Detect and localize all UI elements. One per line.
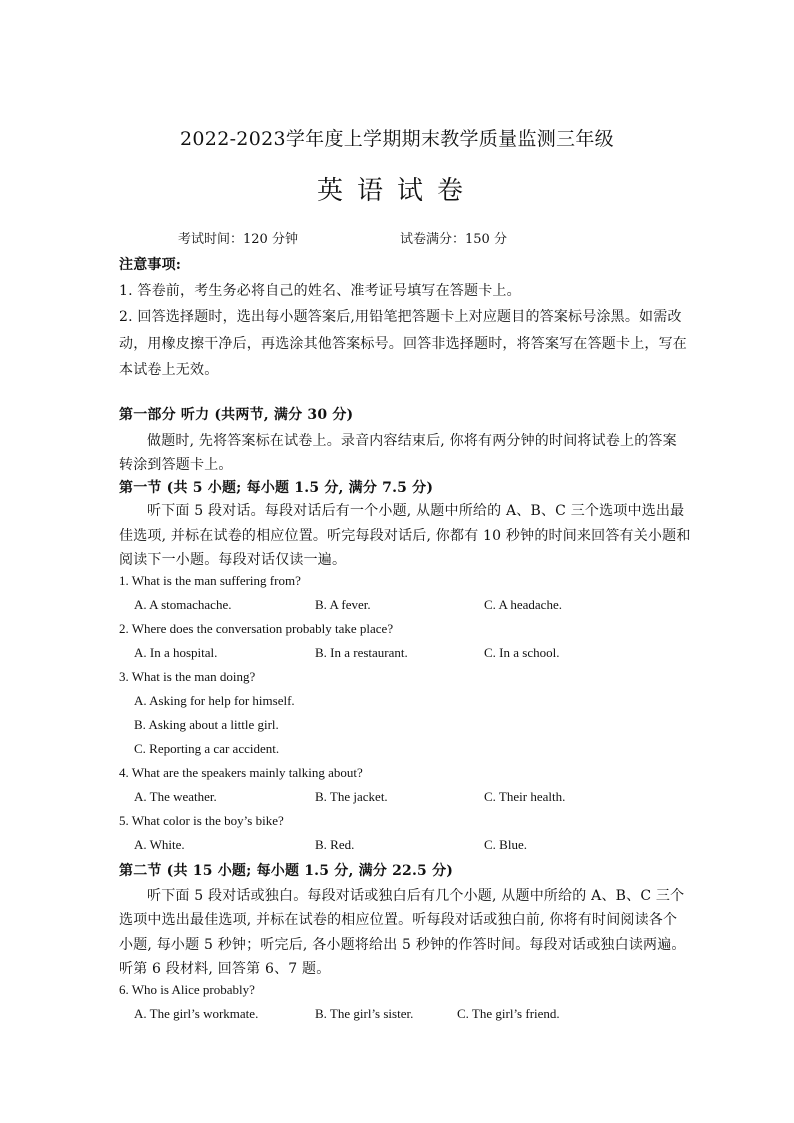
option-b: B. Red. [315,837,355,852]
part1-intro-line1: 做题时, 先将答案标在试卷上。录音内容结束后, 你将有两分钟的时间将试卷上的答案 [147,433,677,449]
option-a: A. White. [134,837,185,852]
option-a: A. Asking for help for himself. [134,693,295,708]
option-c: C. Reporting a car accident. [134,741,280,756]
part1-intro-line2: 转涂到答题卡上。 [119,457,233,473]
question-stem: 5. What color is the boy’s bike? [119,813,284,828]
option-b: B. The girl’s sister. [315,1006,414,1021]
option-c: C. The girl’s friend. [457,1006,560,1021]
option-b: B. In a restaurant. [315,645,408,660]
section2-intro-line2: 选项中选出最佳选项, 并标在试卷的相应位置。听每段对话或独白前, 你将有时间阅读各个 [119,912,678,928]
question-stem: 1. What is the man suffering from? [119,573,301,588]
notes-item-1: 1. 答卷前，考生务必将自己的姓名、准考证号填写在答题卡上。 [119,283,521,299]
notes-item-2-line2: 动，用橡皮擦干净后，再选涂其他答案标号。回答非选择题时，将答案写在答题卡上，写在 [119,336,687,352]
section2-intro-line4: 听第 6 段材料, 回答第 6、7 题。 [119,961,331,977]
option-c: C. In a school. [484,645,560,660]
option-c: C. A headache. [484,597,562,612]
option-a: A. The girl’s workmate. [134,1006,259,1021]
option-b: B. Asking about a little girl. [134,717,279,732]
notes-item-2-line1: 2. 回答选择题时，选出每小题答案后,用铅笔把答题卡上对应题目的答案标号涂黑。如需改 [119,309,682,325]
part1-heading: 第一部分 听力 (共两节, 满分 30 分) [119,407,354,423]
section2-heading: 第二节 (共 15 小题; 每小题 1.5 分, 满分 22.5 分) [119,863,454,879]
notes-item-2-line3: 本试卷上无效。 [119,362,219,378]
exam-subject: 英语试卷 [316,176,477,206]
option-c: C. Their health. [484,789,566,804]
option-b: B. A fever. [315,597,371,612]
full-score: 试卷满分：150 分 [400,232,507,247]
question-stem: 2. Where does the conversation probably take place? [119,621,394,636]
question-stem: 4. What are the speakers mainly talking about? [119,765,363,780]
section1-heading: 第一节 (共 5 小题; 每小题 1.5 分, 满分 7.5 分) [119,480,434,496]
question-stem: 3. What is the man doing? [119,669,256,684]
section2-intro-line3: 小题, 每小题 5 秒钟；听完后, 各小题将给出 5 秒钟的作答时间。每段对话或独白读两遍。 [119,937,686,953]
section1-intro-line3: 阅读下一小题。每段对话仅读一遍。 [119,552,347,568]
question-stem: 6. Who is Alice probably? [119,982,255,997]
option-a: A. The weather. [134,789,217,804]
section2-intro-line1: 听下面 5 段对话或独白。每段对话或独白后有几个小题, 从题中所给的 A、B、C 三个 [147,888,685,904]
option-b: B. The jacket. [315,789,388,804]
notes-heading: 注意事项: [119,257,182,273]
section1-intro-line2: 佳选项, 并标在试卷的相应位置。听完每段对话后, 你都有 10 秒钟的时间来回答有关小题和 [119,528,691,544]
section1-intro-line1: 听下面 5 段对话。每段对话后有一个小题, 从题中所给的 A、B、C 三个选项中选出最 [147,503,685,519]
option-a: A. A stomachache. [134,597,232,612]
exam-time: 考试时间：120 分钟 [178,232,298,247]
exam-title: 2022-2023学年度上学期期末教学质量监测三年级 [180,128,614,150]
option-a: A. In a hospital. [134,645,218,660]
option-c: C. Blue. [484,837,527,852]
